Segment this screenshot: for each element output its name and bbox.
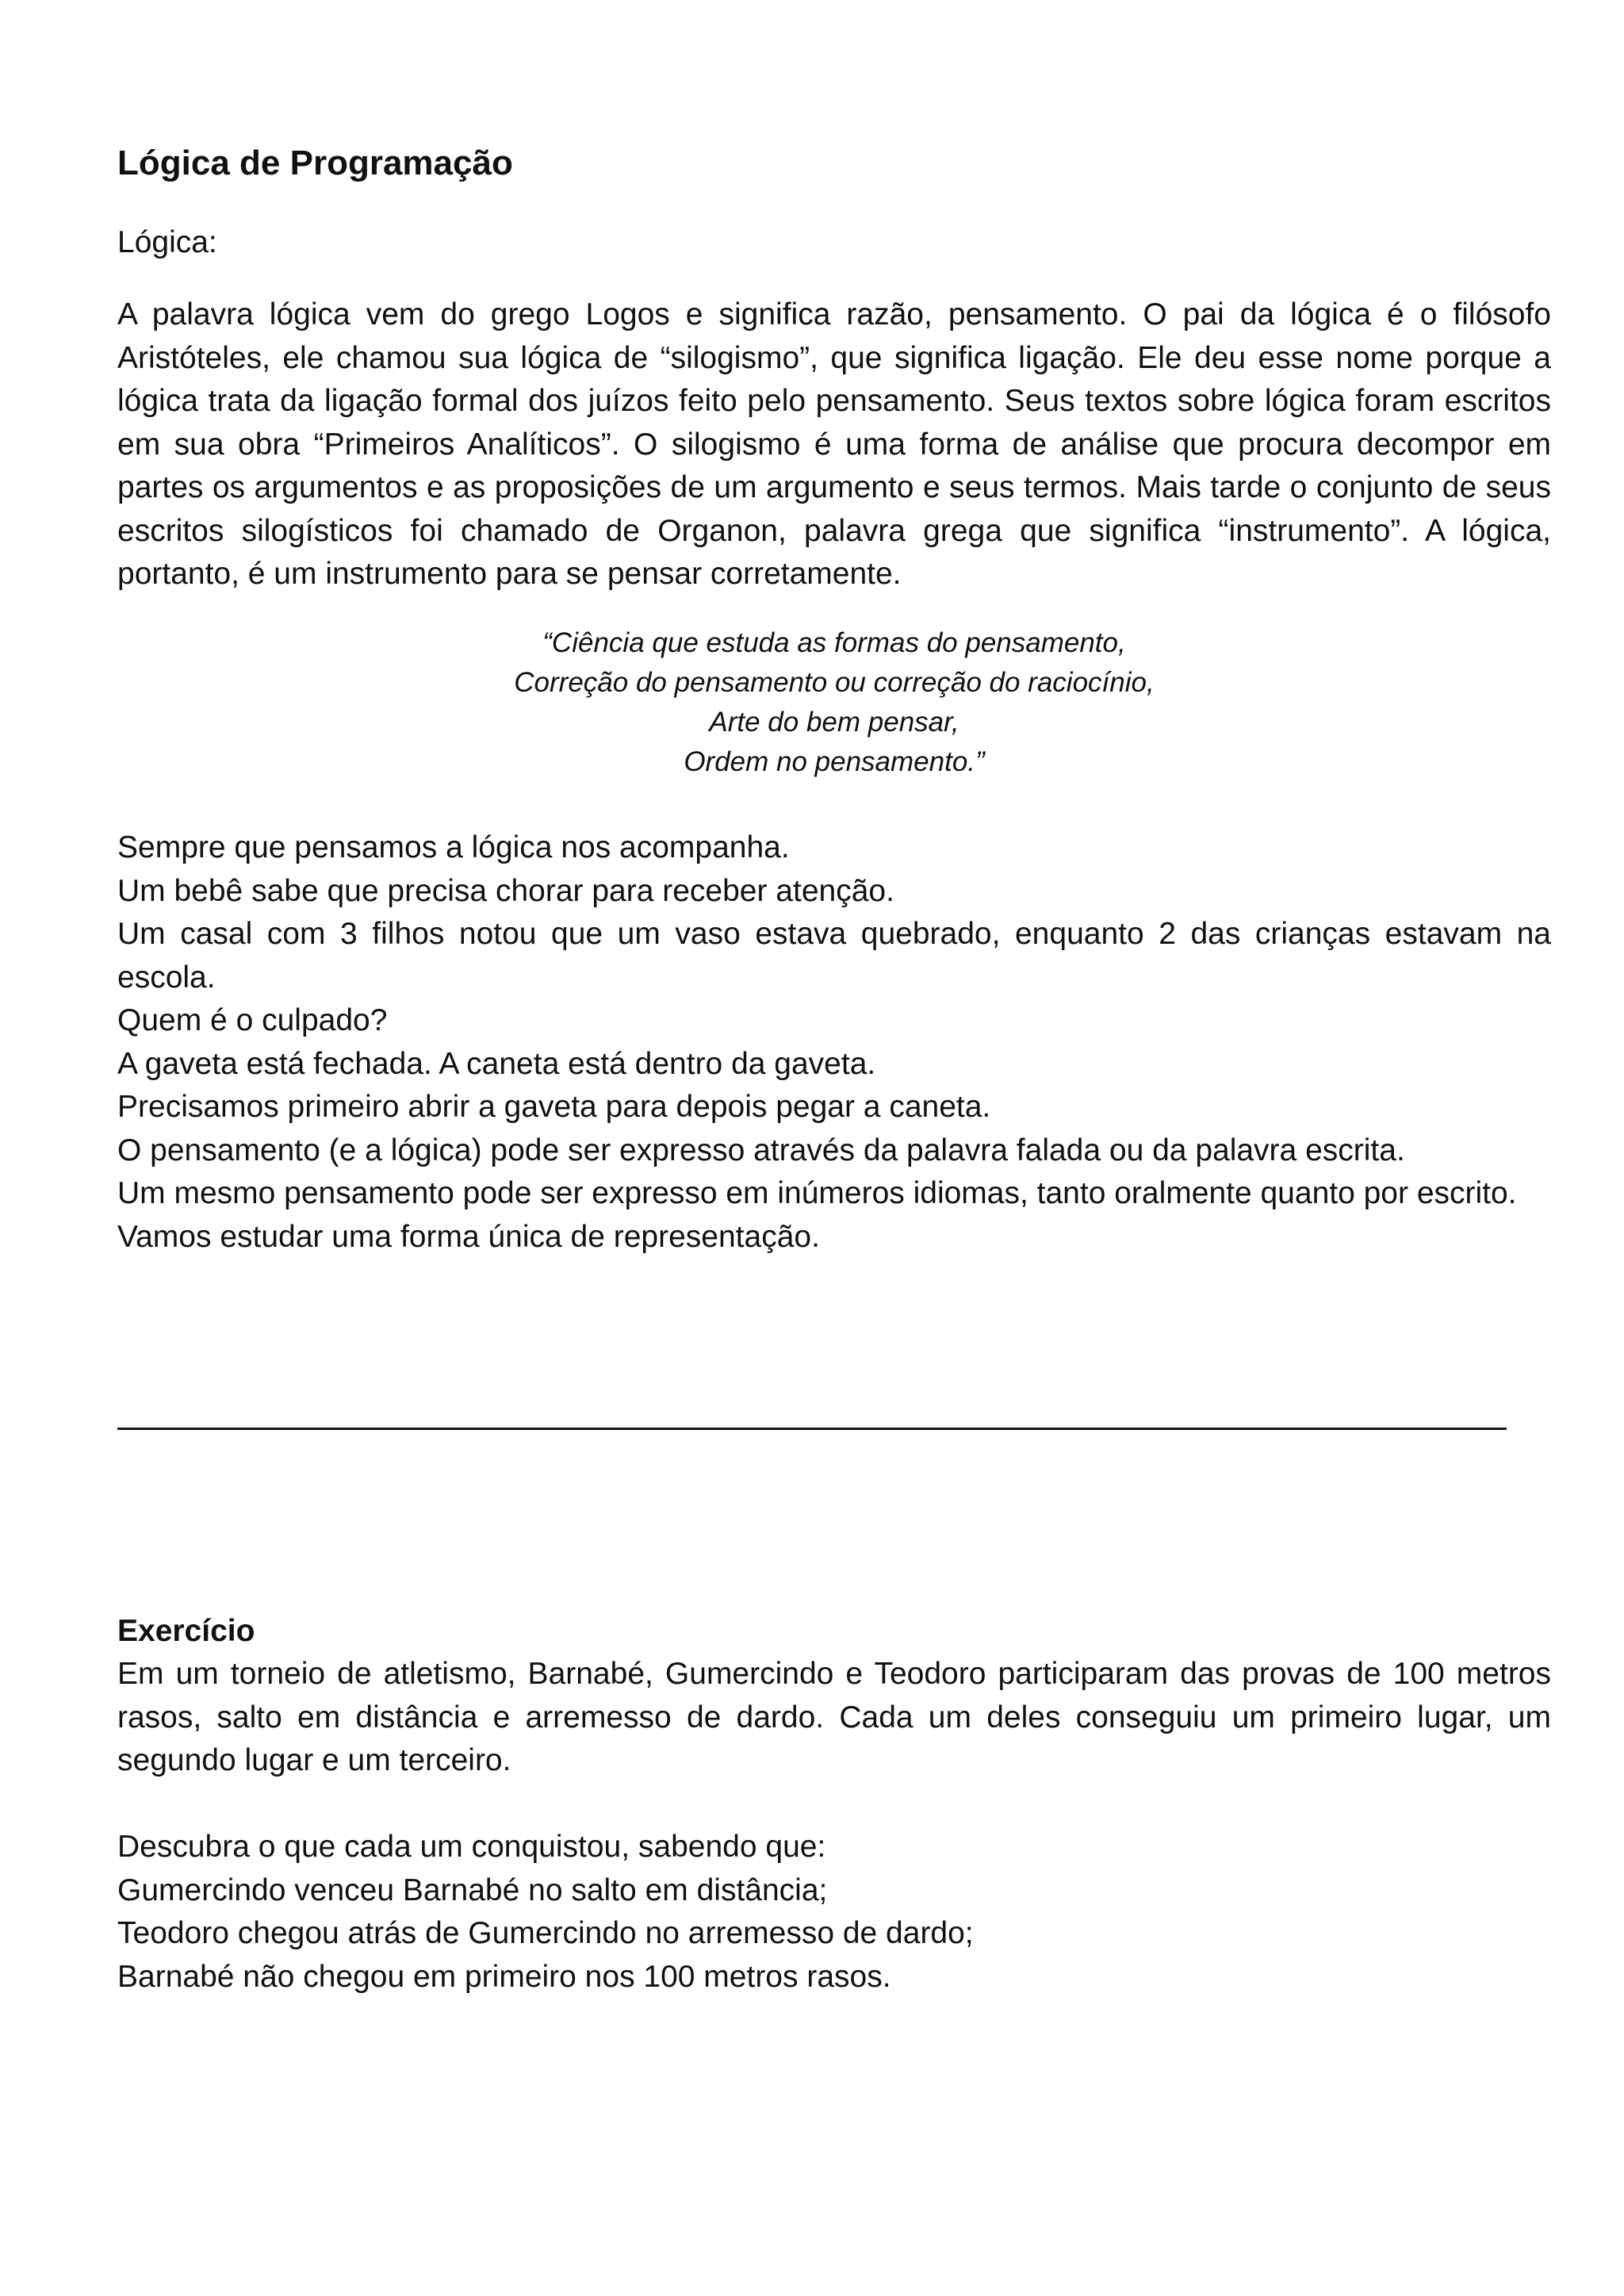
exercise-title: Exercício — [117, 1614, 255, 1648]
exercise-clue: Teodoro chegou atrás de Gumercindo no arremesso de dardo; — [117, 1916, 974, 1950]
body-lines — [117, 826, 1551, 1259]
quote-line: Correção do pensamento ou correção do raciocínio, — [514, 667, 1155, 698]
quote-line: Ordem no pensamento.” — [684, 746, 985, 777]
section-label: Lógica: — [117, 225, 217, 259]
horizontal-divider — [117, 1428, 1507, 1430]
intro-paragraph: A palavra lógica vem do grego Logos e significa razão, pensamento. O pai da lógica é o filósofo Aristóteles, ele chamou sua lógica de “silogismo”, que significa ligação. Ele deu esse nome porque a lógica trata da ligação formal dos juízos feito pelo pensamento. Seus textos sobre lógica foram escritos em sua obra “Primeiros Analíticos”. O silogismo é uma forma de análise que procura decompor em partes os argumentos e as proposições de um argumento e seus termos. Mais tarde o conjunto de seus escritos silogísticos foi chamado de Organon, palavra grega que significa “instrumento”. A lógica, portanto, é um instrumento para se pensar corretamente. — [117, 297, 1551, 591]
body-line: Quem é o culpado? — [117, 1003, 388, 1037]
quote-block — [117, 623, 1551, 782]
body-line: Um bebê sabe que precisa chorar para receber atenção. — [117, 873, 894, 908]
exercise-prompt: Descubra o que cada um conquistou, sabendo que: — [117, 1830, 826, 1864]
body-line: O pensamento (e a lógica) pode ser expresso através da palavra falada ou da palavra escrita. — [117, 1133, 1405, 1167]
body-line: A gaveta está fechada. A caneta está dentro da gaveta. — [117, 1046, 876, 1081]
body-line: Sempre que pensamos a lógica nos acompanha. — [117, 830, 790, 864]
exercise-clues — [117, 1826, 1551, 1999]
body-line: Um mesmo pensamento pode ser expresso em inúmeros idiomas, tanto oralmente quanto por escrito. — [117, 1176, 1517, 1210]
body-line: Um casal com 3 filhos notou que um vaso estava quebrado, enquanto 2 das crianças estavam na escola. — [117, 917, 1551, 995]
exercise-statement: Em um torneio de atletismo, Barnabé, Gumercindo e Teodoro participaram das provas de 100 metros rasos, salto em distância e arremesso de dardo. Cada um deles conseguiu um primeiro lugar, um segundo lugar e um terceiro. — [117, 1657, 1551, 1777]
quote-line: “Ciência que estuda as formas do pensamento, — [542, 627, 1126, 658]
page-title: Lógica de Programação — [117, 144, 513, 182]
quote-line: Arte do bem pensar, — [709, 707, 959, 738]
body-line: Precisamos primeiro abrir a gaveta para depois pegar a caneta. — [117, 1090, 991, 1124]
body-line: Vamos estudar uma forma única de representação. — [117, 1219, 820, 1254]
exercise-clue: Gumercindo venceu Barnabé no salto em distância; — [117, 1872, 828, 1907]
exercise-clue: Barnabé não chegou em primeiro nos 100 metros rasos. — [117, 1959, 891, 1994]
